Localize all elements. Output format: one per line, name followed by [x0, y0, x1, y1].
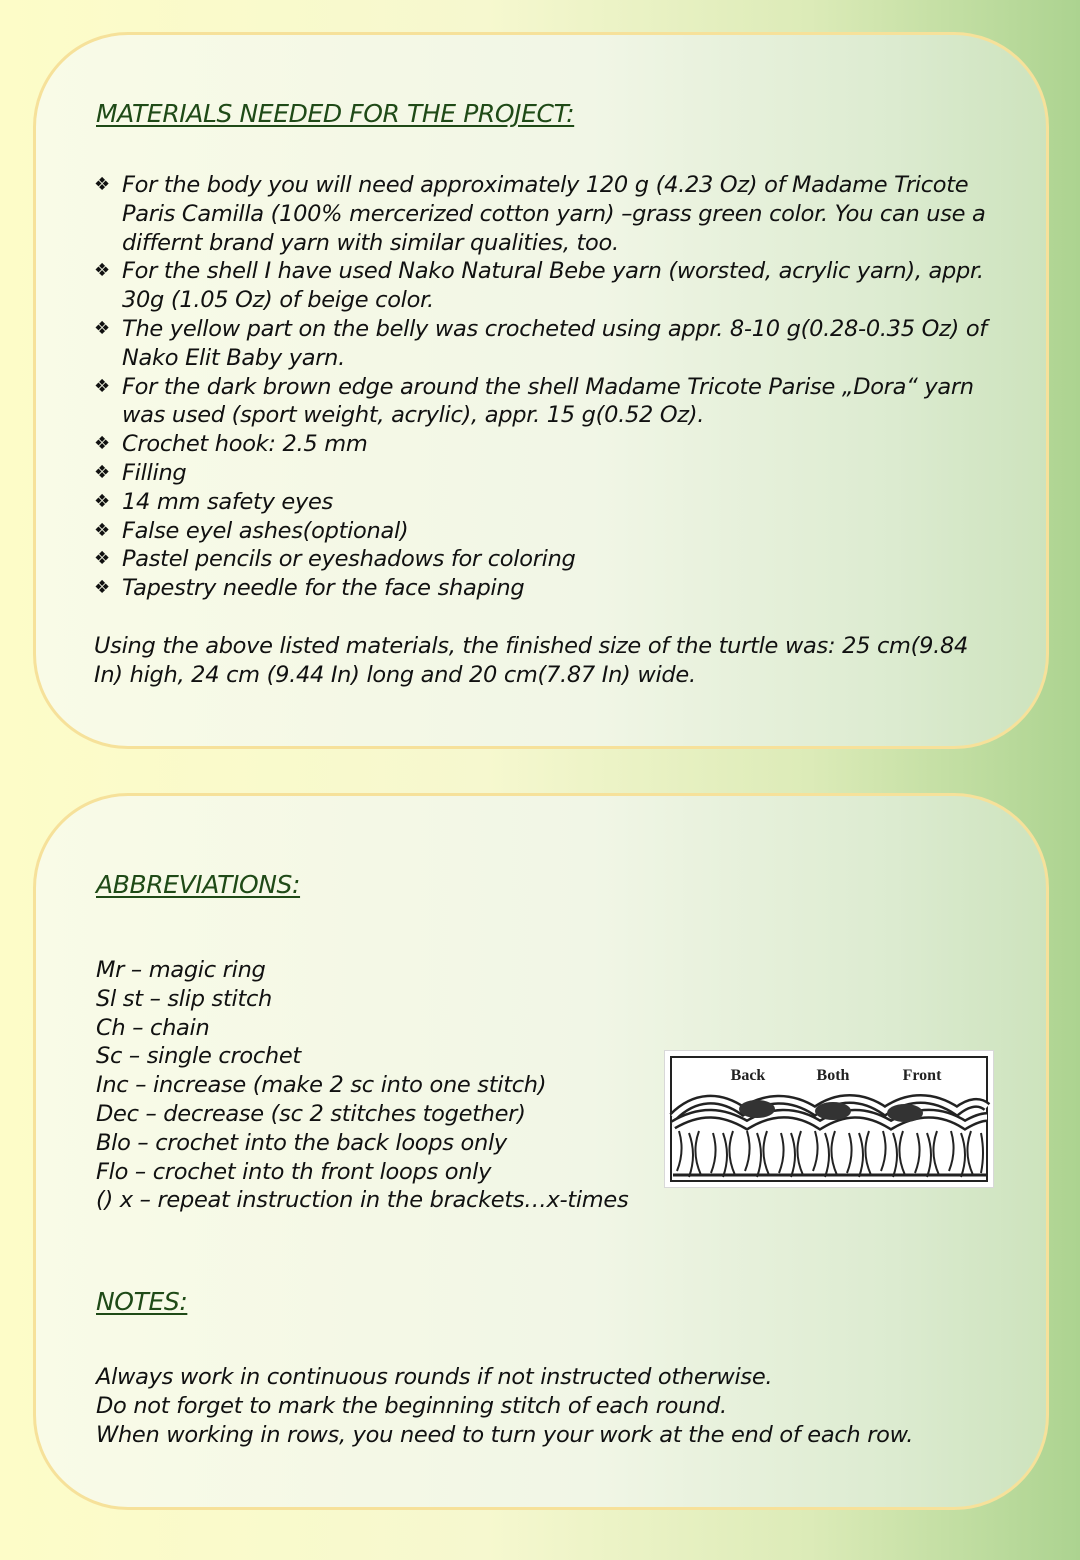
note-line: Always work in continuous rounds if not instructed otherwise.	[96, 1364, 773, 1390]
notes-list	[96, 1363, 996, 1449]
list-item: Sl st – slip stitch	[96, 985, 272, 1012]
material-text: Filling	[122, 459, 187, 486]
diamond-bullet-icon: ❖	[94, 375, 110, 397]
materials-list	[94, 171, 1004, 603]
diamond-bullet-icon: ❖	[94, 461, 110, 483]
list-item	[94, 488, 1004, 517]
diamond-bullet-icon: ❖	[94, 519, 110, 541]
list-item: Sc – single crochet	[96, 1043, 301, 1070]
material-text: False eyel ashes(optional)	[122, 517, 409, 544]
front-label: Front	[902, 1067, 942, 1084]
diamond-bullet-icon: ❖	[94, 260, 110, 282]
material-text: 14 mm safety eyes	[122, 488, 333, 515]
abbreviations-heading: ABBREVIATIONS:	[96, 870, 301, 899]
crochet-loops-illustration	[665, 1051, 993, 1187]
material-text: For the body you will need approximately 120 g (4.23 Oz) of Madame Tricote Paris Camilla (100% mercerized cotton yarn) –grass green color. You can use a differnt brand yarn with similar qualities, too.	[122, 172, 986, 256]
list-item	[94, 257, 1004, 315]
list-item	[94, 517, 1004, 546]
list-item	[94, 430, 1004, 459]
abbreviations-card	[33, 793, 1049, 1510]
stitch-loops-diagram	[664, 1050, 994, 1188]
back-loop-mark	[739, 1100, 775, 1118]
list-item: Flo – crochet into th front loops only	[96, 1158, 492, 1185]
list-item: Mr – magic ring	[96, 957, 266, 983]
list-item: Ch – chain	[96, 1014, 210, 1041]
list-item: Dec – decrease (sc 2 stitches together)	[96, 1100, 526, 1127]
material-text: For the dark brown edge around the shell Madame Tricote Parise „Dora“ yarn was used (sport weight, acrylic), appr. 15 g(0.52 Oz).	[122, 373, 974, 429]
both-loop-mark	[815, 1102, 851, 1120]
diamond-bullet-icon: ❖	[94, 317, 110, 339]
list-item	[94, 171, 1004, 257]
materials-heading: MATERIALS NEEDED FOR THE PROJECT:	[96, 99, 575, 128]
list-item: Inc – increase (make 2 sc into one stitch)	[96, 1072, 547, 1099]
finished-size-summary: Using the above listed materials, the finished size of the turtle was: 25 cm(9.84 In) high, 24 cm (9.44 In) long and 20 cm(7.87 In) wide.	[94, 633, 969, 688]
diamond-bullet-icon: ❖	[94, 548, 110, 570]
material-text: For the shell I have used Nako Natural Bebe yarn (worsted, acrylic yarn), appr. 30g (1.05 Oz) of beige color.	[122, 258, 984, 314]
material-text: Tapestry needle for the face shaping	[122, 575, 525, 602]
material-text: Crochet hook: 2.5 mm	[122, 431, 368, 458]
list-item	[94, 459, 1004, 488]
note-line: When working in rows, you need to turn your work at the end of each row.	[96, 1421, 914, 1448]
abbreviations-list	[96, 956, 656, 1215]
list-item	[94, 574, 1004, 603]
diamond-bullet-icon: ❖	[94, 490, 110, 512]
list-item: Blo – crochet into the back loops only	[96, 1129, 507, 1156]
diamond-bullet-icon: ❖	[94, 577, 110, 599]
both-label: Both	[816, 1067, 850, 1084]
diamond-bullet-icon: ❖	[94, 433, 110, 455]
front-loop-mark	[887, 1104, 923, 1122]
note-line: Do not forget to mark the beginning stitch of each round.	[96, 1392, 727, 1419]
materials-card	[33, 32, 1049, 749]
list-item	[94, 315, 1004, 373]
diamond-bullet-icon: ❖	[94, 174, 110, 195]
list-item	[94, 545, 1004, 574]
list-item	[94, 373, 1004, 431]
list-item: () x – repeat instruction in the brackets…x-times	[96, 1187, 629, 1214]
material-text: The yellow part on the belly was crocheted using appr. 8-10 g(0.28-0.35 Oz) of Nako Elit Baby yarn.	[122, 315, 987, 371]
back-label: Back	[730, 1067, 766, 1084]
notes-heading: NOTES:	[96, 1287, 188, 1316]
material-text: Pastel pencils or eyeshadows for coloring	[122, 546, 576, 573]
